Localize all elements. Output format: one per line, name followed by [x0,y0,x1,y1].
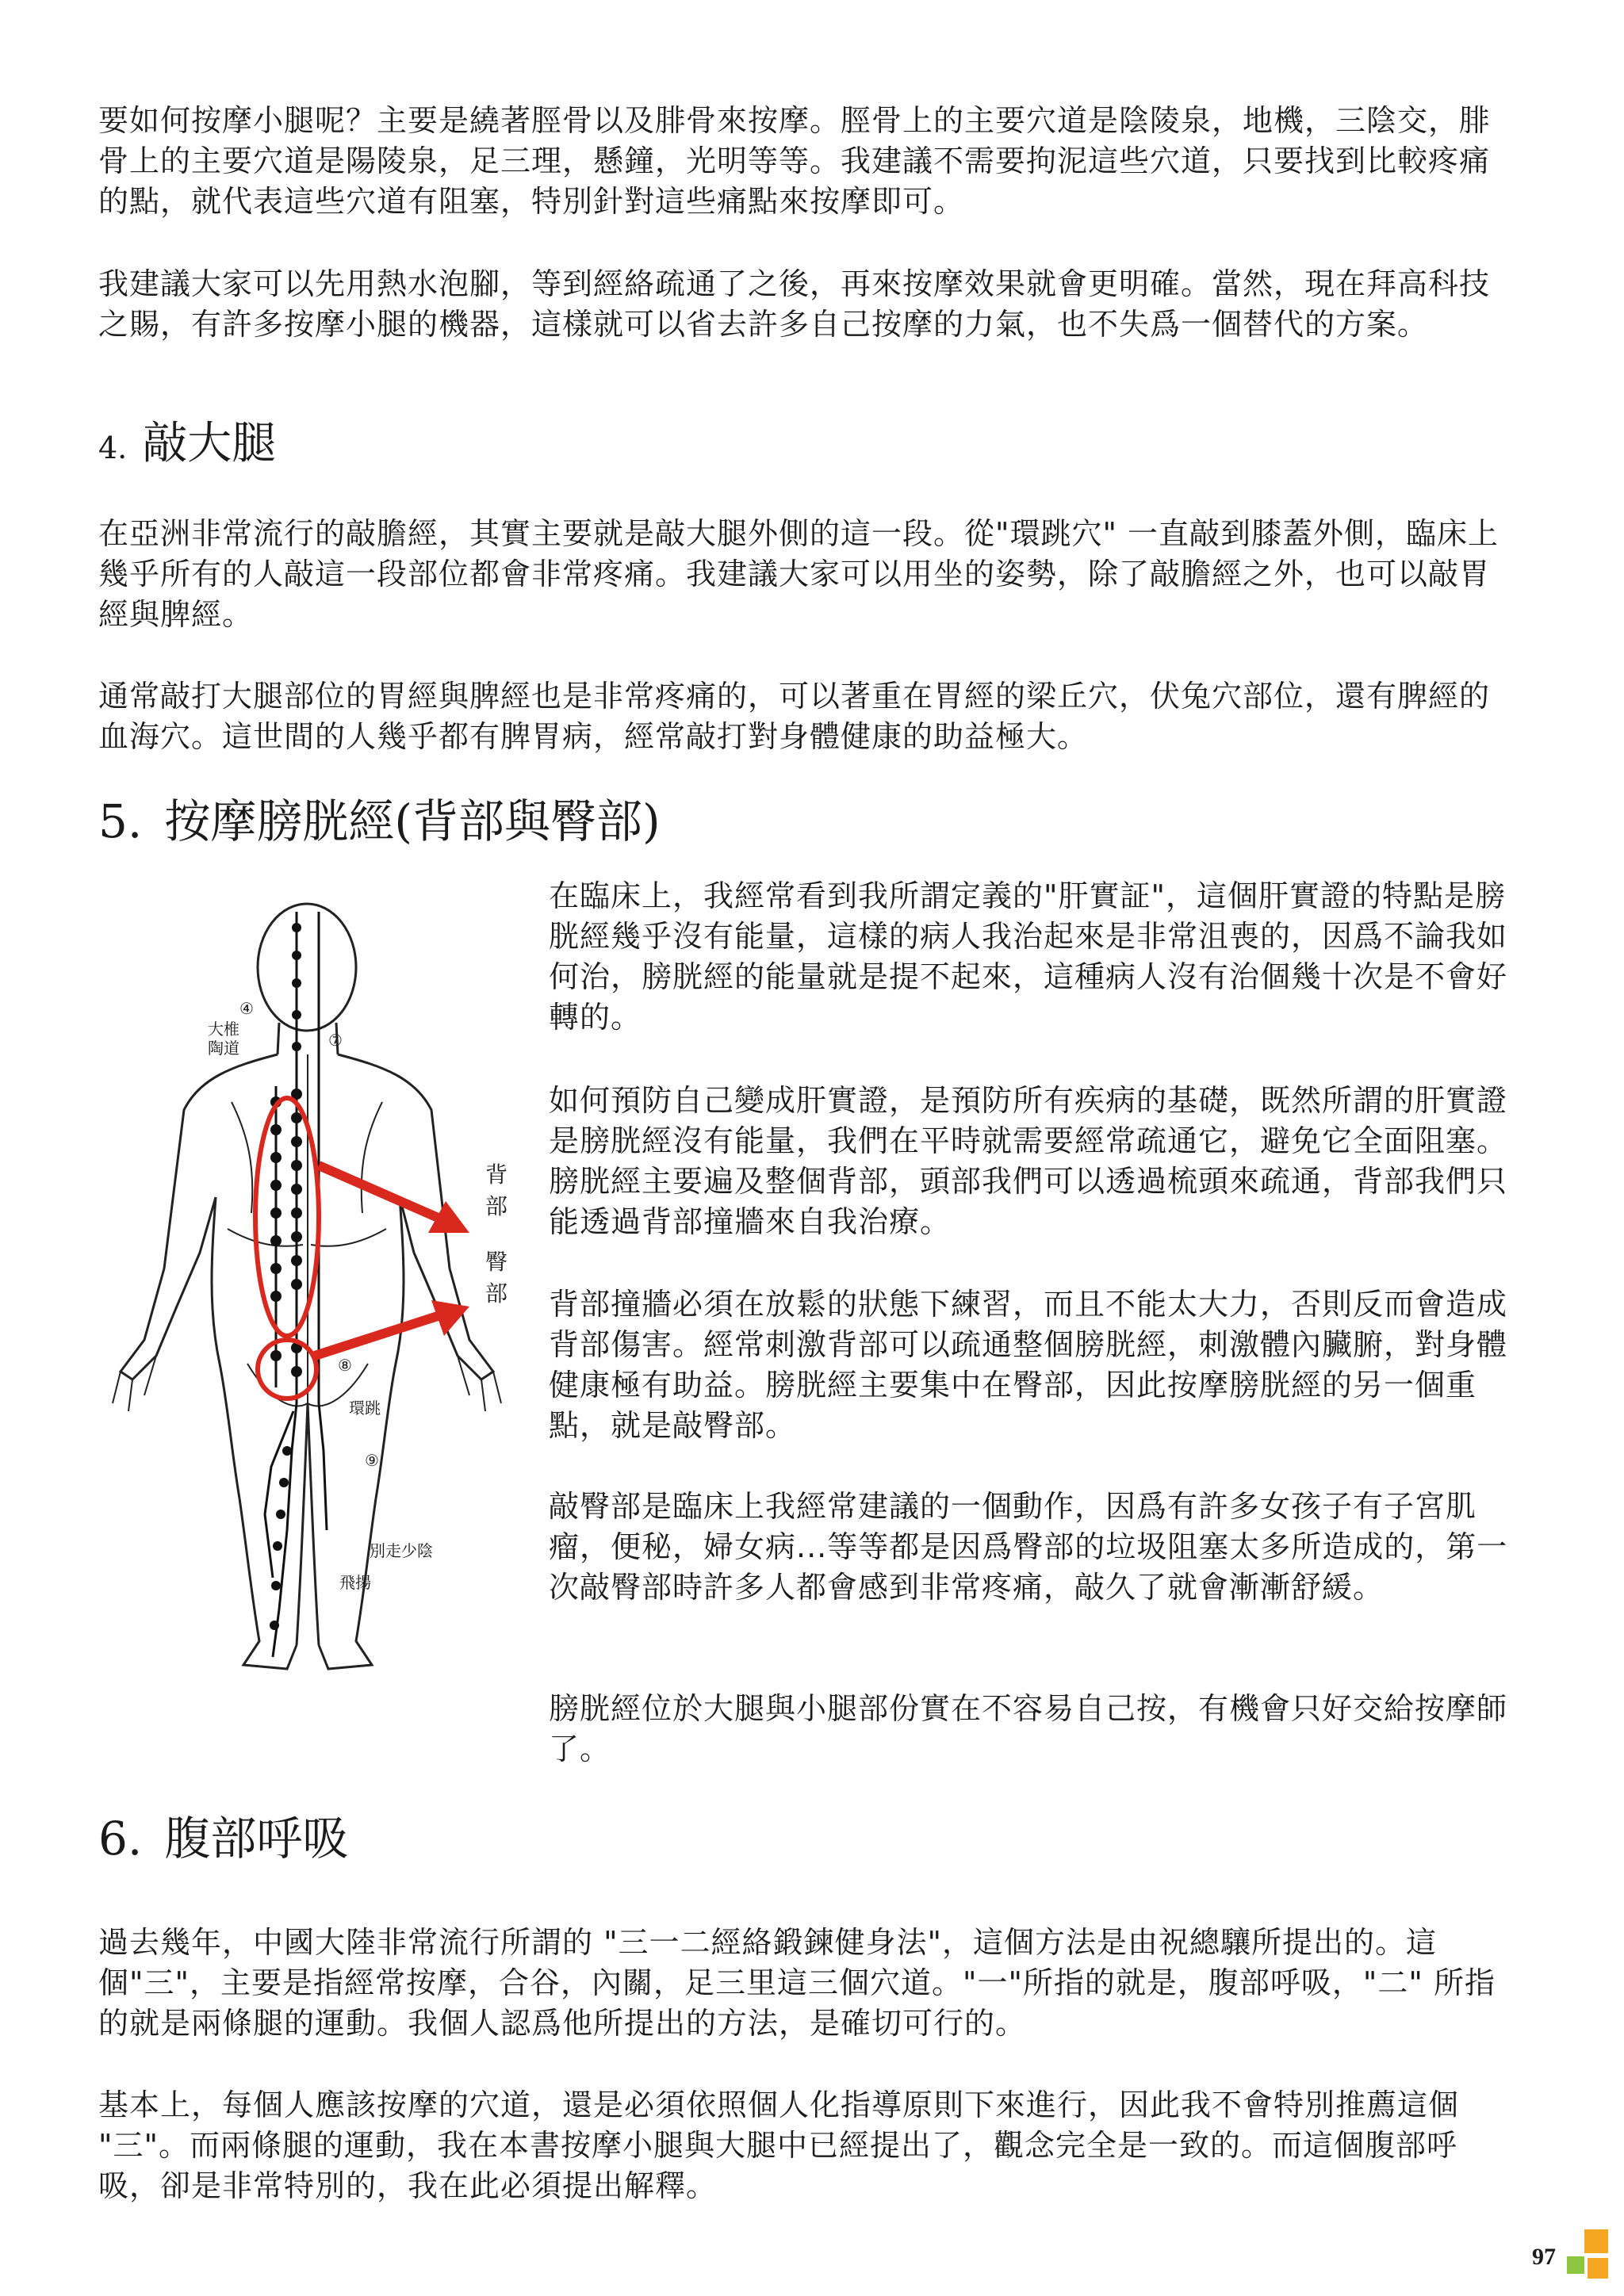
section-6-title: 腹部呼吸 [164,1812,349,1866]
section-4-number: 4. [98,430,128,465]
figure-label-huantiao: 環跳 [349,1399,381,1418]
body-outline-illustration [89,896,517,1681]
section-4-paragraph-2: 通常敲打大腿部位的胃經與脾經也是非常疼痛的，可以著重在胃經的梁丘穴，伏兔穴部位，還有脾經的血海穴。這世間的人幾乎都有脾胃病，經常敲打對身體健康的助益極大。 [98,679,1491,754]
figure-marker-8: ⑧ [338,1356,352,1375]
corner-decoration-icon [1564,2226,1611,2282]
section-5-paragraph-4: 敲臀部是臨床上我經常建議的一個動作，因爲有許多女孩子有子宮肌瘤，便秘，婦女病...等等都是因爲臀部的垃圾阻塞太多所造成的，第一次敲臀部時許多人都會感到非常疼痛，敲久了就會漸漸舒緩。 [549,1489,1508,1605]
section-6-paragraph-2: 基本上，每個人應該按摩的穴道，還是必須依照個人化指導原則下來進行，因此我不會特別推薦這個 "三"。而兩條腿的運動，我在本書按摩小腿與大腿中已經提出了，觀念完全是一致的。而這個腹部呼吸，卻是非常特別的，我在此必須提出解釋。 [98,2087,1460,2203]
section-5-paragraph-3: 背部撞牆必須在放鬆的狀態下練習，而且不能太大力，否則反而會造成背部傷害。經常刺激背部可以疏通整個膀胱經，刺激體內臟腑，對身體健康極有助益。膀胱經主要集中在臀部，因此按摩膀胱經的另一個重點，就是敲臀部。 [549,1287,1508,1443]
section-5-paragraph-5: 膀胱經位於大腿與小腿部份實在不容易自己按，有機會只好交給按摩師了。 [549,1691,1508,1766]
figure-marker-9: ⑨ [365,1451,379,1470]
section-4-paragraph-1: 在亞洲非常流行的敲膽經，其實主要就是敲大腿外側的這一段。從"環跳穴" 一直敲到膝蓋外側，臨床上幾乎所有的人敲這一段部位都會非常疼痛。我建議大家可以用坐的姿勢，除了敲膽經之外，也可以敲胃經與脾經。 [98,516,1500,632]
section-5-paragraph-1: 在臨床上，我經常看到我所謂定義的"肝實証"，這個肝實證的特點是膀胱經幾乎沒有能量，這樣的病人我治起來是非常沮喪的，因爲不論我如何治，膀胱經的能量就是提不起來，這種病人沒有治個幾十次是不會好轉的。 [549,878,1508,1035]
figure-label-bieshao: 別走少陰 [370,1541,433,1560]
section-6-heading [98,1810,348,1867]
section-4-title: 敲大腿 [143,418,277,469]
back-highlight-ellipse [255,1098,319,1336]
figure-label-taodao: 陶道 [208,1039,239,1058]
figure-label-dazhui: 大椎 [208,1020,239,1039]
section-5-number: 5. [98,794,143,848]
figure-label-feiyang: 飛揚 [339,1573,371,1592]
figure-label-hip: 臀部 [485,1249,508,1307]
figure-marker-4: ④ [239,999,254,1018]
section-6-paragraph-1: 過去幾年，中國大陸非常流行所謂的 "三一二經絡鍛鍊健身法"，這個方法是由祝總驤所提出的。這個"三"，主要是指經常按摩，合谷，內關，足三里這三個穴道。"一"所指的就是，腹部呼吸，"二" 所指的就是兩條腿的運動。我個人認爲他所提出的方法，是確切可行的。 [98,1925,1496,2041]
back-arrow [319,1165,469,1233]
hip-arrow [315,1300,469,1356]
section-5-heading [98,793,661,850]
section-4-heading [98,416,276,476]
intro-paragraph-1: 要如何按摩小腿呢？主要是繞著脛骨以及腓骨來按摩。脛骨上的主要穴道是陰陵泉，地機，三陰交，腓骨上的主要穴道是陽陵泉，足三理，懸鐘，光明等等。我建議不需要拘泥這些穴道，只要找到比較疼痛的點，就代表這些穴道有阻塞，特別針對這些痛點來按摩即可。 [98,103,1491,219]
page-number: 97 [1532,2244,1556,2270]
bladder-meridian-figure [89,896,517,1681]
section-6-number: 6. [98,1812,143,1866]
section-5-title: 按摩膀胱經(背部與臀部) [164,794,661,848]
figure-label-back: 背部 [485,1161,508,1219]
section-5-paragraph-2: 如何預防自己變成肝實證，是預防所有疾病的基礎，既然所謂的肝實證是膀胱經沒有能量，我們在平時就需要經常疏通它，避免它全面阻塞。膀胱經主要遍及整個背部，頭部我們可以透過梳頭來疏通，背部我們只能透過背部撞牆來自我治療。 [549,1083,1508,1239]
intro-paragraph-2: 我建議大家可以先用熱水泡腳，等到經絡疏通了之後，再來按摩效果就會更明確。當然，現在拜高科技之賜，有許多按摩小腿的機器，這樣就可以省去許多自己按摩的力氣，也不失爲一個替代的方案。 [98,266,1491,342]
figure-marker-7: ⑦ [328,1031,343,1050]
